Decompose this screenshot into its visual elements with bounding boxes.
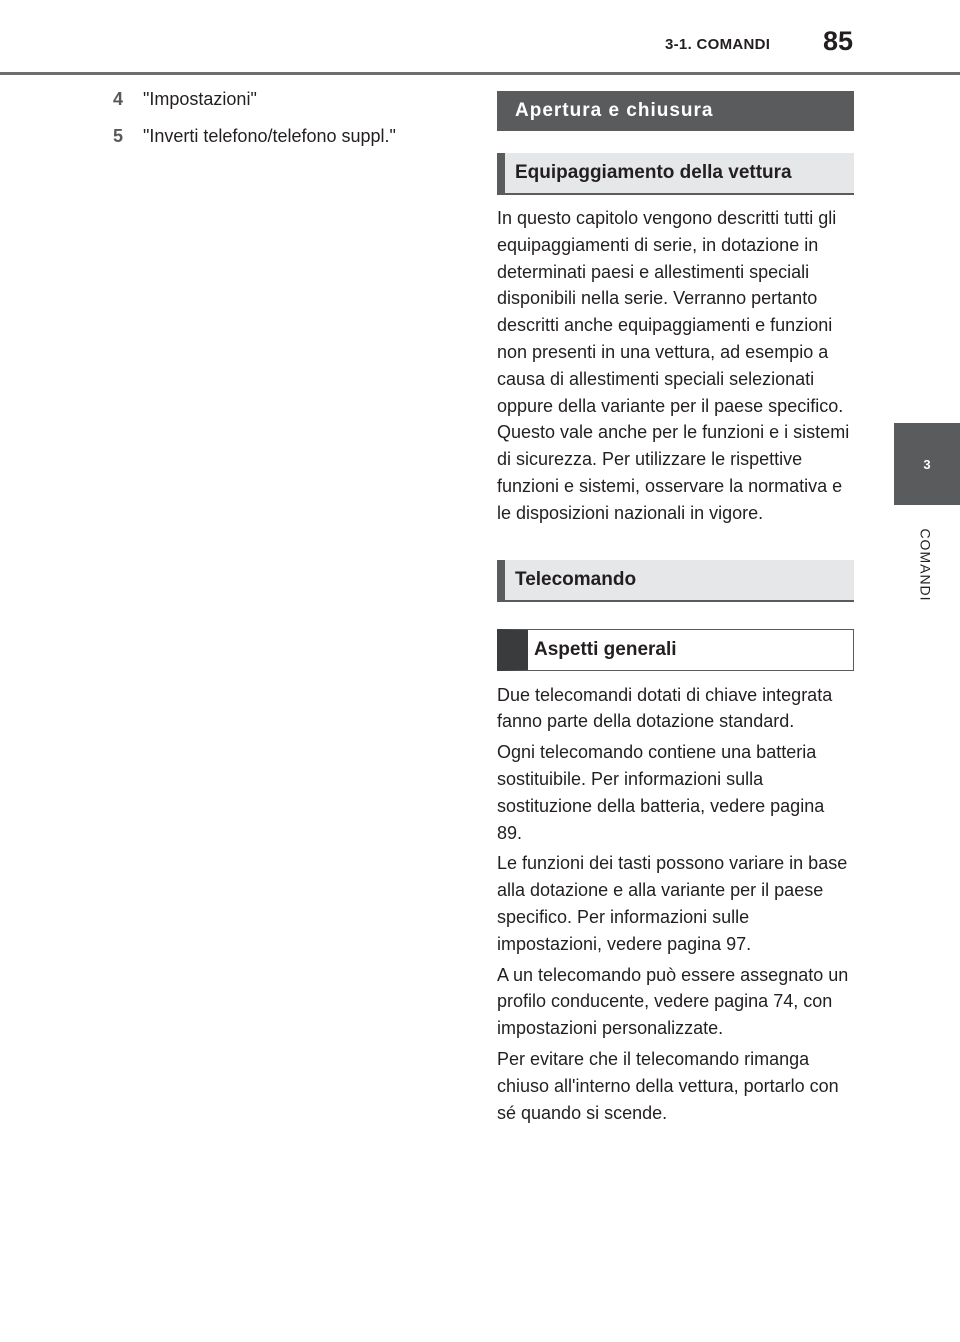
section-heading-equipment: Equipaggiamento della vettura [497, 153, 854, 195]
header-divider [0, 72, 960, 75]
step-item [113, 123, 453, 149]
step-item [113, 86, 453, 112]
chapter-tab [894, 423, 960, 505]
page-number: 85 [823, 26, 854, 56]
left-column [113, 86, 453, 160]
step-text: "Inverti telefono/telefono suppl." [143, 126, 396, 146]
chapter-side-label-text: COMANDI [918, 528, 934, 602]
step-number: 5 [113, 126, 124, 146]
remote-paragraph-2: Ogni telecomando contiene una batteria sostituibile. Per informazioni sulla sostituzione della batteria, vedere pagina 89. [497, 742, 825, 843]
remote-paragraph-4: A un telecomando può essere assegnato un profilo conducente, vedere pagina 74, con impostazioni personalizzate. [497, 964, 849, 1039]
remote-paragraph-3: Le funzioni dei tasti possono variare in base alla dotazione e alla variante per il paese specifico. Per informazioni sulle impostazioni, vedere pagina 97. [497, 853, 848, 954]
remote-paragraph-1: Due telecomandi dotati di chiave integrata fanno parte della dotazione standard. [497, 684, 833, 732]
chapter-side-label [919, 520, 933, 610]
remote-paragraph-5: Per evitare che il telecomando rimanga chiuso all'interno della vettura, portarlo con sé quando si scende. [497, 1048, 839, 1123]
equipment-paragraph: In questo capitolo vengono descritti tutti gli equipaggiamenti di serie, in dotazione in determinati paesi e allestimenti speciali disponibili nella serie. Verranno pertanto descritti anche equipaggiamenti e funzioni non presenti in una vettura, ad esempio a causa di allestimenti speciali selezionati oppure della variante per il paese specifico. Questo vale anche per le funzioni e i sistemi di sicurezza. Per utilizzare le rispettive funzioni e sistemi, osservare la normativa e le disposizioni nazionali in vigore. [497, 208, 850, 523]
chapter-number: 3 [923, 456, 931, 472]
chapter-heading: Apertura e chiusura [497, 91, 854, 131]
subsection-heading-general: Aspetti generali [497, 629, 854, 671]
step-number: 4 [113, 89, 124, 109]
section-heading-remote: Telecomando [497, 560, 854, 602]
step-text: "Impostazioni" [143, 89, 257, 109]
right-column [497, 91, 854, 1126]
running-header-section: 3-1. COMANDI [665, 36, 771, 53]
